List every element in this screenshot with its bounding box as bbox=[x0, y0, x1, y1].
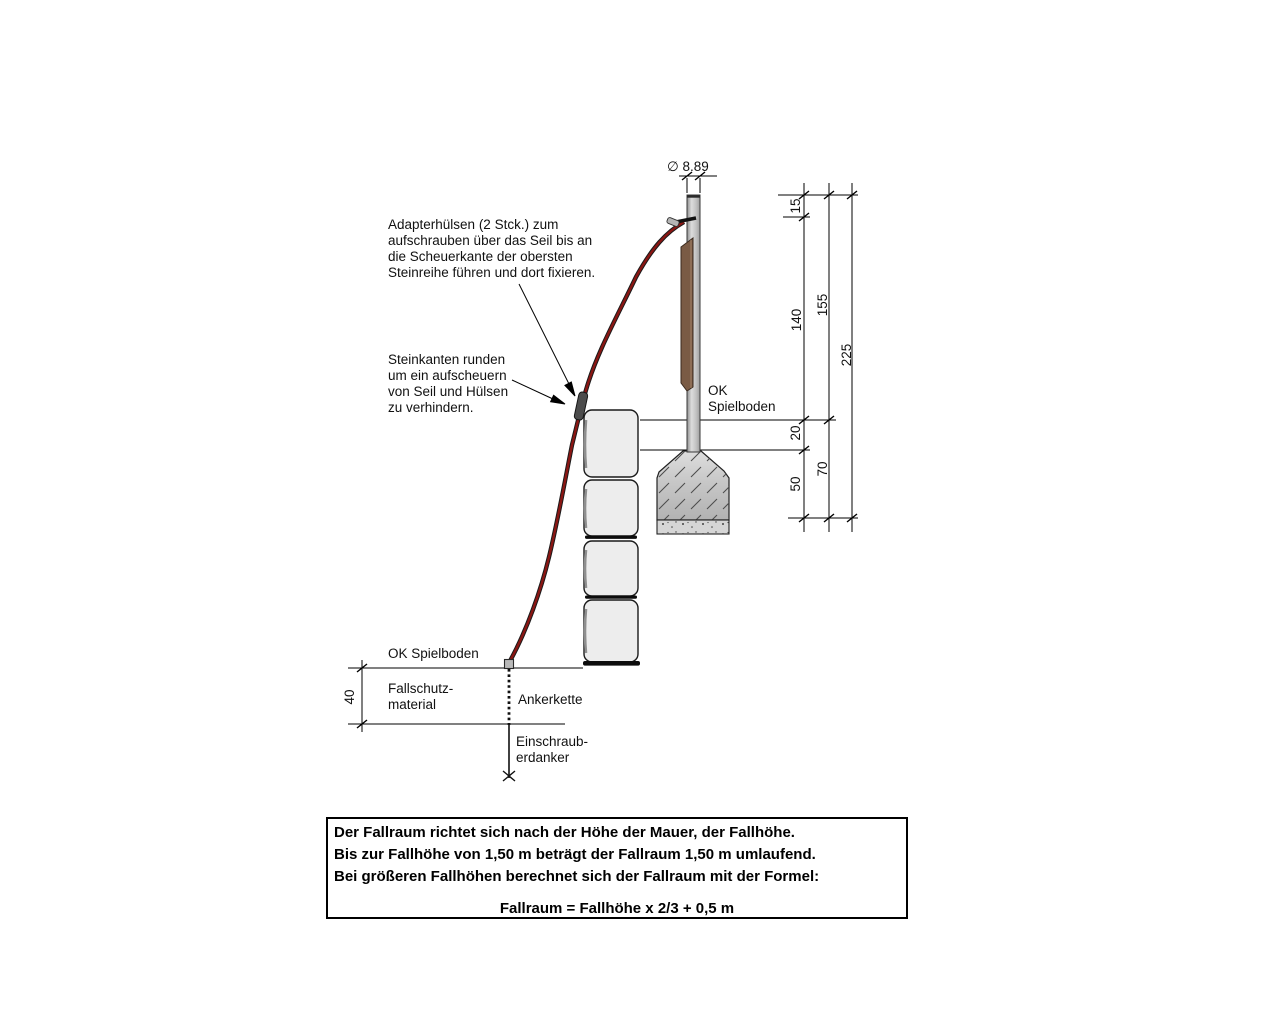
fallraum-note-box bbox=[326, 817, 908, 919]
foundation bbox=[657, 451, 729, 534]
dim-50: 50 bbox=[788, 476, 803, 492]
note-line: Bei größeren Fallhöhen berechnet sich der Fallraum mit der Formel: bbox=[334, 868, 820, 885]
annotation-adapter bbox=[388, 217, 595, 281]
rope-end-fitting bbox=[505, 660, 514, 669]
stone-block bbox=[584, 600, 638, 662]
fallraum-formula: Fallraum = Fallhöhe x 2/3 + 0,5 m bbox=[499, 900, 735, 917]
dim-155: 155 bbox=[815, 293, 830, 317]
stone-block bbox=[584, 541, 638, 596]
annotation-steinkanten-line: Steinkanten runden bbox=[388, 352, 506, 367]
dim-40: 40 bbox=[342, 689, 357, 705]
annotation-steinkanten-line: zu verhindern. bbox=[388, 400, 474, 415]
pole-diameter-label: ∅ 8.89 bbox=[667, 159, 709, 174]
ok-spielboden-left-label: OK Spielboden bbox=[388, 646, 479, 661]
ankerkette-label: Ankerkette bbox=[518, 692, 583, 707]
annotation-steinkanten bbox=[388, 352, 508, 416]
anchor-chain bbox=[503, 669, 515, 781]
annotation-adapter-line: Adapterhülsen (2 Stck.) zum bbox=[388, 217, 559, 232]
ok-spielboden-right-label: OK Spielboden bbox=[708, 383, 776, 414]
fallschutz-label: Fallschutz- material bbox=[388, 681, 454, 712]
stone-block bbox=[584, 480, 638, 536]
einschraub-label: Einschraub- erdanker bbox=[516, 734, 589, 765]
note-line: Bis zur Fallhöhe von 1,50 m beträgt der Fallraum 1,50 m umlaufend. bbox=[334, 846, 816, 863]
stone-wall bbox=[583, 410, 640, 666]
stone-block bbox=[584, 410, 638, 477]
dim-15: 15 bbox=[788, 198, 803, 214]
dimension-lines-diameter bbox=[679, 172, 717, 193]
rope-clamp-top bbox=[666, 217, 679, 227]
annotation-adapter-line: aufschrauben über das Seil bis an bbox=[388, 233, 593, 248]
dim-70: 70 bbox=[815, 461, 830, 477]
annotation-steinkanten-line: um ein aufscheuern bbox=[388, 368, 507, 383]
arrow-leaders bbox=[512, 284, 575, 404]
dim-20: 20 bbox=[788, 425, 803, 441]
dim-140: 140 bbox=[789, 308, 804, 332]
annotation-steinkanten-line: von Seil und Hülsen bbox=[388, 384, 509, 399]
dim-225: 225 bbox=[839, 343, 854, 367]
annotation-adapter-line: Steinreihe führen und dort fixieren. bbox=[388, 265, 596, 280]
note-line: Der Fallraum richtet sich nach der Höhe der Mauer, der Fallhöhe. bbox=[334, 824, 795, 841]
annotation-adapter-line: die Scheuerkante der obersten bbox=[388, 249, 573, 264]
